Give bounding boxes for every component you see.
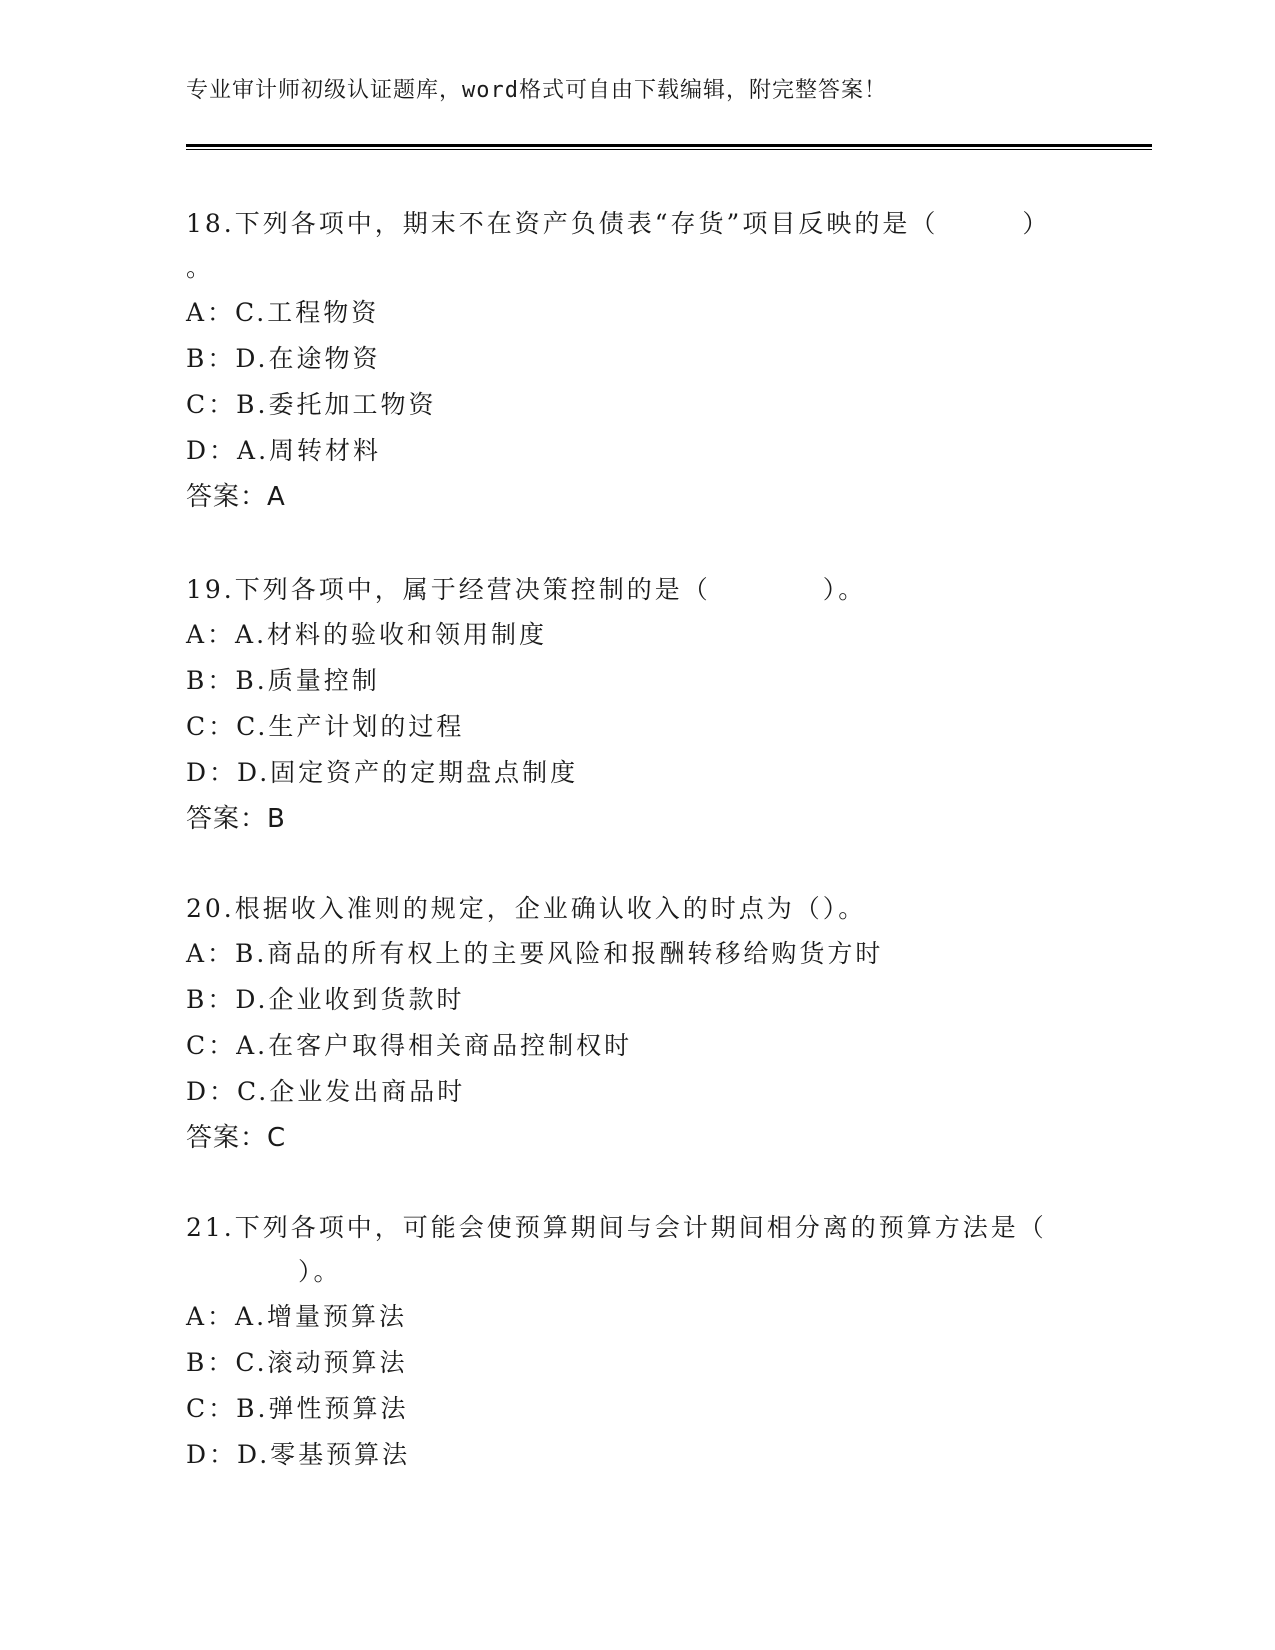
answer-value: C bbox=[267, 1123, 287, 1153]
answer-line bbox=[186, 474, 1086, 520]
option-b: B：D.在途物资 bbox=[186, 344, 381, 373]
question-stem: 18.下列各项中，期末不在资产负债表“存货”项目反映的是（ ） 。 bbox=[186, 209, 1051, 282]
option-d: D：D.固定资产的定期盘点制度 bbox=[186, 758, 579, 787]
answer-label: 答案： bbox=[186, 482, 268, 512]
option-c: C：C.生产计划的过程 bbox=[186, 712, 465, 741]
question-21 bbox=[186, 1206, 1086, 1478]
question-stem: 21.下列各项中，可能会使预算期间与会计期间相分离的预算方法是（ ）。 bbox=[186, 1213, 1047, 1286]
question-20 bbox=[186, 887, 1086, 1161]
question-stem: 19.下列各项中，属于经营决策控制的是（ ）。 bbox=[186, 575, 867, 604]
option-d: D：C.企业发出商品时 bbox=[186, 1077, 466, 1106]
question-18 bbox=[186, 202, 1086, 520]
option-a: A：A.材料的验收和领用制度 bbox=[186, 620, 548, 649]
option-a: A：C.工程物资 bbox=[186, 298, 380, 327]
answer-label: 答案： bbox=[186, 1123, 268, 1153]
answer-value: B bbox=[267, 804, 286, 834]
header-rule-thin bbox=[186, 149, 1152, 150]
option-c: C：B.弹性预算法 bbox=[186, 1394, 409, 1423]
question-stem: 20.根据收入准则的规定，企业确认收入的时点为（）。 bbox=[186, 894, 867, 923]
option-c: C：B.委托加工物资 bbox=[186, 390, 437, 419]
option-b: B：D.企业收到货款时 bbox=[186, 985, 465, 1014]
answer-value: A bbox=[267, 482, 286, 512]
answer-line bbox=[186, 1115, 1086, 1161]
option-a: A：A.增量预算法 bbox=[186, 1302, 408, 1331]
answer-line bbox=[186, 796, 1086, 842]
header-title: 专业审计师初级认证题库，word格式可自由下载编辑，附完整答案！ bbox=[186, 78, 887, 103]
header-rule bbox=[186, 144, 1152, 147]
option-a: A：B.商品的所有权上的主要风险和报酬转移给购货方时 bbox=[186, 939, 884, 968]
option-d: D：D.零基预算法 bbox=[186, 1440, 411, 1469]
option-c: C：A.在客户取得相关商品控制权时 bbox=[186, 1031, 633, 1060]
option-b: B：B.质量控制 bbox=[186, 666, 380, 695]
option-b: B：C.滚动预算法 bbox=[186, 1348, 408, 1377]
option-d: D：A.周转材料 bbox=[186, 436, 382, 465]
question-19 bbox=[186, 568, 1086, 842]
answer-label: 答案： bbox=[186, 804, 268, 834]
